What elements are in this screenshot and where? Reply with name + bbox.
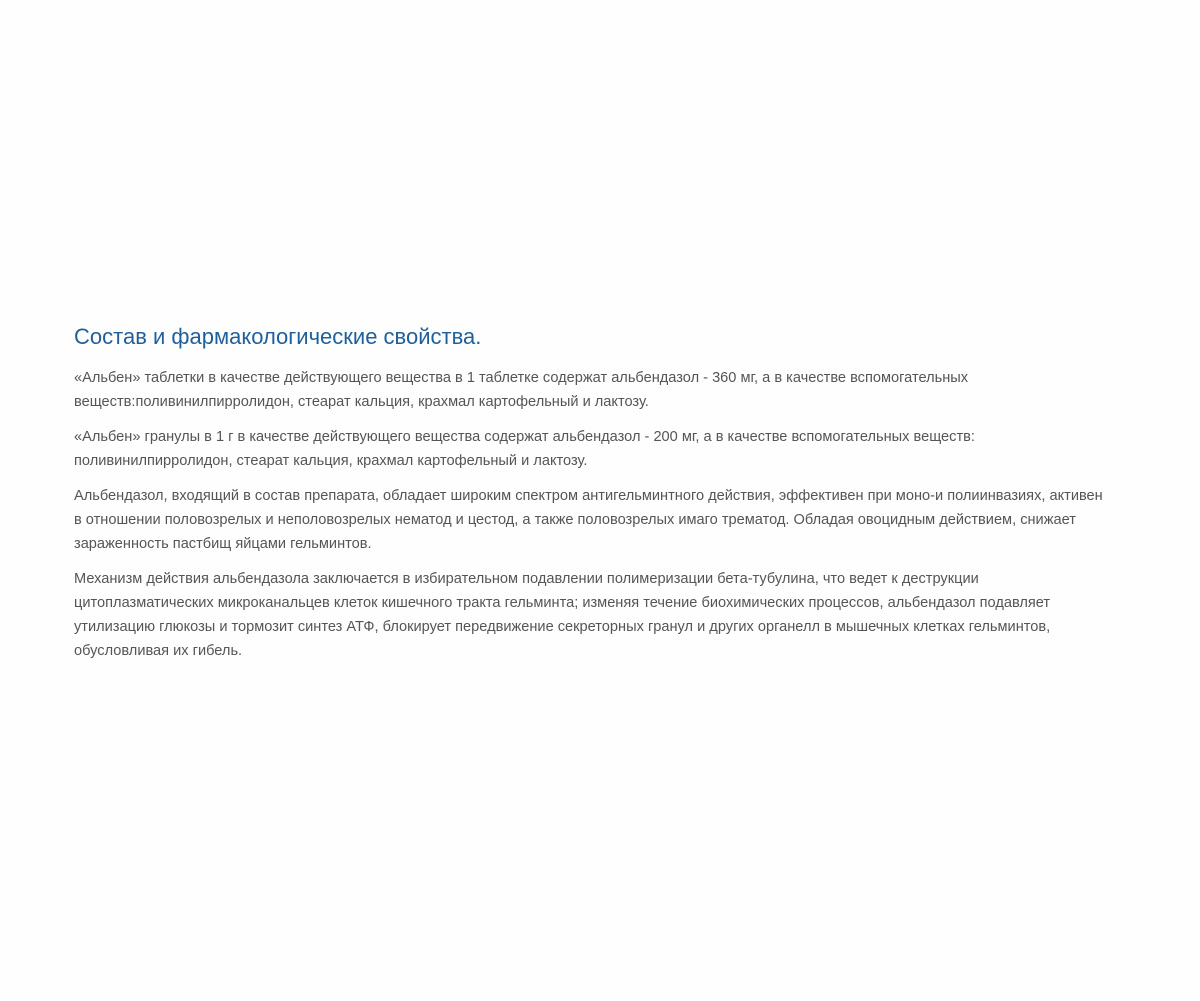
paragraph-line: веществ:поливинилпирролидон, стеарат кальция, крахмал картофельный и лактозу. [74, 394, 649, 410]
paragraph-line: «Альбен» таблетки в качестве действующего вещества в 1 таблетке содержат альбендазол - 360 мг, а в качестве вспомогательных [74, 370, 969, 386]
paragraph-line: цитоплазматических микроканальцев клеток кишечного тракта гельминта; изменяя течение биохимических процессов, альбендазол подавляет [74, 595, 1051, 611]
composition-section [74, 322, 1174, 674]
section-title: Состав и фармакологические свойства. [74, 324, 482, 349]
paragraph-line: «Альбен» гранулы в 1 г в качестве действующего вещества содержат альбендазол - 200 мг, а в качестве вспомогательных веществ: [74, 429, 975, 445]
paragraph-mechanism [74, 567, 1174, 663]
paragraph-granules [74, 425, 1174, 473]
paragraph-tablets [74, 366, 1174, 414]
paragraph-line: Механизм действия альбендазола заключается в избирательном подавлении полимеризации бета-тубулина, что ведет к деструкции [74, 571, 979, 587]
paragraph-line: зараженность пастбищ яйцами гельминтов. [74, 536, 372, 552]
paragraph-line: в отношении половозрелых и неполовозрелых нематод и цестод, а также половозрелых имаго трематод. Обладая овоцидным действием, снижает [74, 512, 1076, 528]
paragraph-line: поливинилпирролидон, стеарат кальция, крахмал картофельный и лактозу. [74, 453, 588, 469]
paragraph-line: обусловливая их гибель. [74, 643, 243, 659]
paragraph-spectrum [74, 484, 1174, 556]
paragraph-line: Альбендазол, входящий в состав препарата, обладает широким спектром антигельминтного действия, эффективен при моно-и полиинвазиях, активен [74, 488, 1103, 504]
paragraph-line: утилизацию глюкозы и тормозит синтез АТФ, блокирует передвижение секреторных гранул и других органелл в мышечных клетках гельминтов, [74, 619, 1051, 635]
